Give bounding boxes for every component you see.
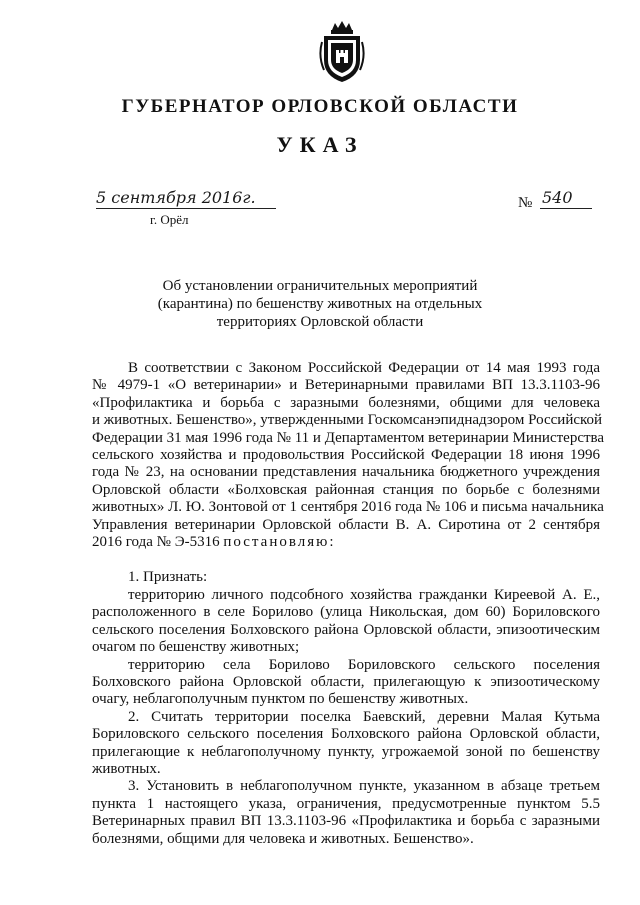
item-1 bbox=[92, 569, 600, 708]
number-label: № bbox=[518, 195, 533, 211]
item-line: очагом по бешенству животных; bbox=[92, 639, 300, 656]
item-line: расположенного в селе Борилово (улица Никольская, дом 60) Бориловского bbox=[92, 604, 600, 621]
preamble-line: животных» Л. Ю. Зонтовой от 1 сентября 2016 года № 106 и письма начальника bbox=[92, 499, 604, 516]
preamble-line: № 4979-1 «О ветеринарии» и Ветеринарными правилами ВП 13.3.1103-96 bbox=[92, 377, 600, 394]
preamble-line: Федерации 31 мая 1996 года № 11 и Департаментом ветеринарии Министерства bbox=[92, 429, 605, 446]
preamble-line: В соответствии с Законом Российской Федерации от 14 мая 1993 года bbox=[128, 360, 600, 376]
item-3 bbox=[92, 778, 600, 848]
preamble-paragraph bbox=[92, 360, 605, 551]
handwritten-number: 540 bbox=[542, 188, 573, 207]
preamble-last-line bbox=[92, 534, 600, 551]
issuer-title: ГУБЕРНАТОР ОРЛОВСКОЙ ОБЛАСТИ bbox=[121, 96, 519, 117]
item-line: Бориловского сельского поселения Болховского района Орловской области, bbox=[92, 726, 600, 743]
item-2 bbox=[92, 709, 600, 779]
preamble-line: сельского хозяйства и продовольствия Российской Федерации 18 июня 1996 bbox=[92, 447, 600, 464]
item-line: пункта 1 настоящего указа, ограничения, предусмотренные пунктом 5.5 bbox=[92, 795, 600, 812]
preamble-line: Орловской области «Болховская районная станция по борьбе с болезнями bbox=[92, 481, 600, 498]
decree-body bbox=[92, 360, 605, 848]
item-line: сельского поселения Болховского района Орловской области, эпизоотическим bbox=[92, 621, 600, 638]
item-line: прилегающие к неблагополучному пункту, угрожаемой зоной по бешенству bbox=[92, 743, 600, 760]
item-line: территорию села Борилово Бориловского сельского поселения bbox=[128, 656, 600, 673]
document-type: УКАЗ bbox=[276, 132, 364, 157]
title-line: Об установлении ограничительных мероприятий bbox=[162, 278, 478, 294]
preamble-line: Управления ветеринарии Орловской области В. А. Сиротина от 2 сентября bbox=[92, 516, 600, 533]
item-line: очагу, неблагополучным пунктом по бешенству животных. bbox=[92, 691, 469, 708]
preamble-line: года № 23, на основании представления начальника бюджетного учреждения bbox=[92, 464, 600, 481]
decree-word: постановляю: bbox=[223, 534, 336, 551]
preamble-last-text: 2016 года № Э-5316 bbox=[92, 534, 220, 551]
item-line: 2. Считать территории поселка Баевский, деревни Малая Кутьма bbox=[128, 708, 600, 725]
preamble-line: «Профилактика и борьба с заразными болезнями, общими для человека bbox=[92, 394, 600, 411]
title-line: (карантина) по бешенству животных на отдельных bbox=[157, 296, 483, 312]
date-underline bbox=[96, 208, 276, 209]
item-line: Болховского района Орловской области, прилегающую к эпизоотическому bbox=[92, 673, 600, 690]
paragraph-gap bbox=[92, 551, 600, 569]
number-underline bbox=[540, 208, 592, 209]
coat-of-arms-icon bbox=[318, 20, 366, 84]
issue-city: г. Орёл bbox=[150, 212, 189, 227]
handwritten-date: 5 сентября 2016г. bbox=[96, 188, 256, 207]
item-line: Ветеринарных правил ВП 13.3.1103-96 «Профилактика и борьба с заразными bbox=[92, 813, 600, 830]
item-heading: 1. Признать: bbox=[128, 569, 208, 586]
decree-title bbox=[140, 277, 500, 331]
item-line: территорию личного подсобного хозяйства гражданки Киреевой А. Е., bbox=[128, 586, 600, 603]
item-line: болезнями, общими для человека и животных. Бешенство». bbox=[92, 830, 474, 847]
item-line: животных. bbox=[92, 760, 161, 777]
preamble-line: и животных. Бешенство», утвержденными Госкомсанэпиднадзором Российской bbox=[92, 412, 603, 429]
title-line: территориях Орловской области bbox=[216, 314, 424, 330]
item-line: 3. Установить в неблагополучном пункте, указанном в абзаце третьем bbox=[128, 778, 600, 795]
